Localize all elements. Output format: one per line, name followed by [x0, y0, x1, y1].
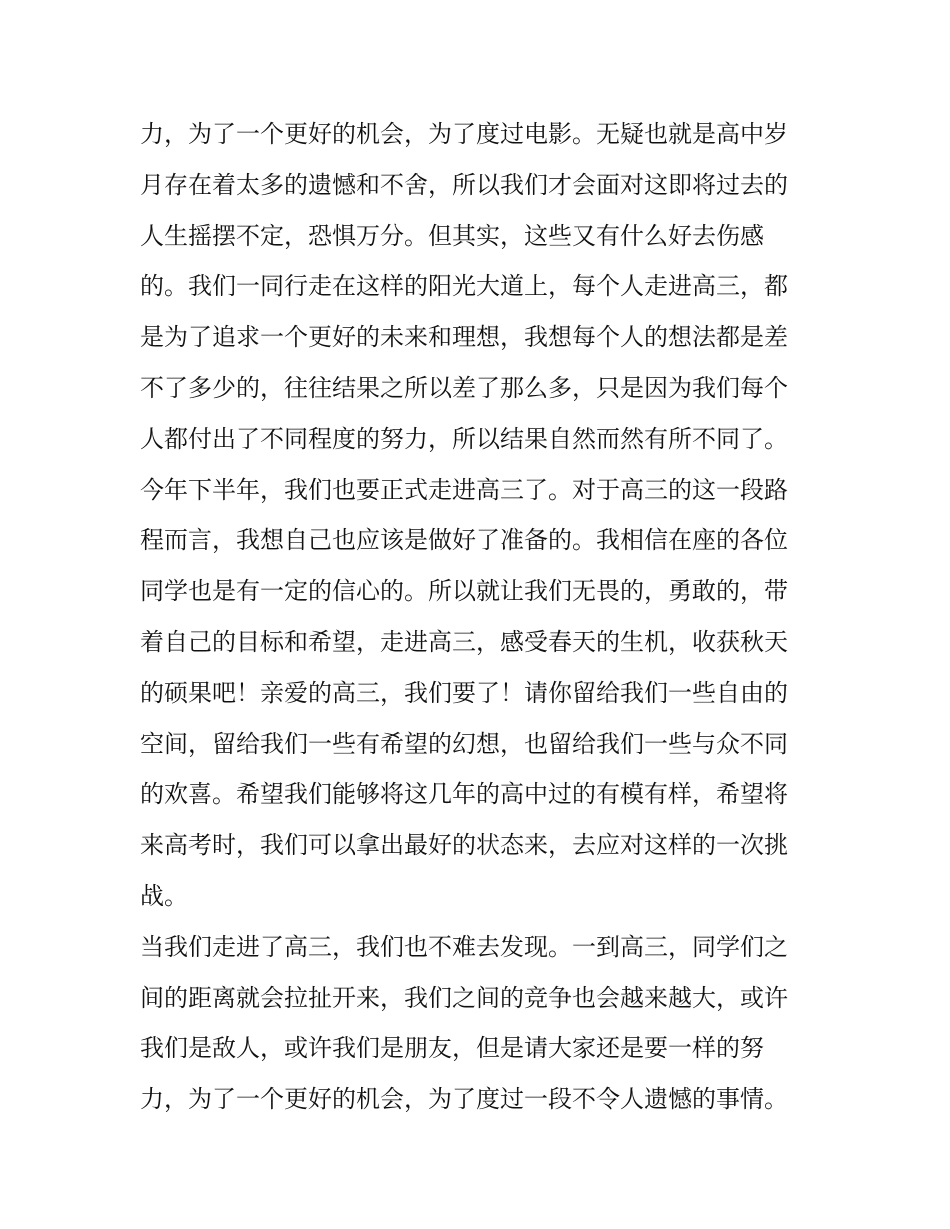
text-line: 月存在着太多的遗憾和不舍，所以我们才会面对这即将过去的 — [140, 170, 788, 199]
body-text — [140, 109, 820, 1125]
text-line: 我们是敌人，或许我们是朋友，但是请大家还是要一样的努 — [140, 1034, 764, 1063]
text-line: 的欢喜。希望我们能够将这几年的高中过的有模有样，希望将 — [140, 780, 788, 809]
text-line: 力，为了一个更好的机会，为了度过电影。无疑也就是高中岁 — [140, 120, 788, 148]
text-line: 间的距离就会拉扯开来，我们之间的竞争也会越来越大，或许 — [140, 983, 788, 1012]
text-line: 战。 — [140, 881, 188, 910]
text-line: 的。我们一同行走在这样的阳光大道上，每个人走进高三，都 — [140, 272, 788, 301]
text-line: 不了多少的，往往结果之所以差了那么多，只是因为我们每个 — [140, 373, 788, 402]
text-line: 来高考时，我们可以拿出最好的状态来，去应对这样的一次挑 — [140, 831, 788, 860]
text-line: 的硕果吧！亲爱的高三，我们要了！请你留给我们一些自由的 — [140, 678, 788, 707]
text-line: 着自己的目标和希望，走进高三，感受春天的生机，收获秋天 — [140, 627, 788, 656]
text-line: 同学也是有一定的信心的。所以就让我们无畏的，勇敢的，带 — [140, 577, 788, 606]
text-line: 当我们走进了高三，我们也不难去发现。一到高三，同学们之 — [140, 932, 788, 961]
text-line: 空间，留给我们一些有希望的幻想，也留给我们一些与众不同 — [140, 729, 788, 758]
text-line: 人生摇摆不定，恐惧万分。但其实，这些又有什么好去伤感 — [140, 221, 764, 250]
text-line: 今年下半年，我们也要正式走进高三了。对于高三的这一段路 — [140, 475, 788, 504]
text-line: 力，为了一个更好的机会，为了度过一段不令人遗憾的事情。 — [140, 1085, 788, 1114]
text-line: 人都付出了不同程度的努力，所以结果自然而然有所不同了。 — [140, 424, 788, 453]
text-line: 程而言，我想自己也应该是做好了准备的。我相信在座的各位 — [140, 526, 788, 555]
text-line: 是为了追求一个更好的未来和理想，我想每个人的想法都是差 — [140, 323, 788, 352]
